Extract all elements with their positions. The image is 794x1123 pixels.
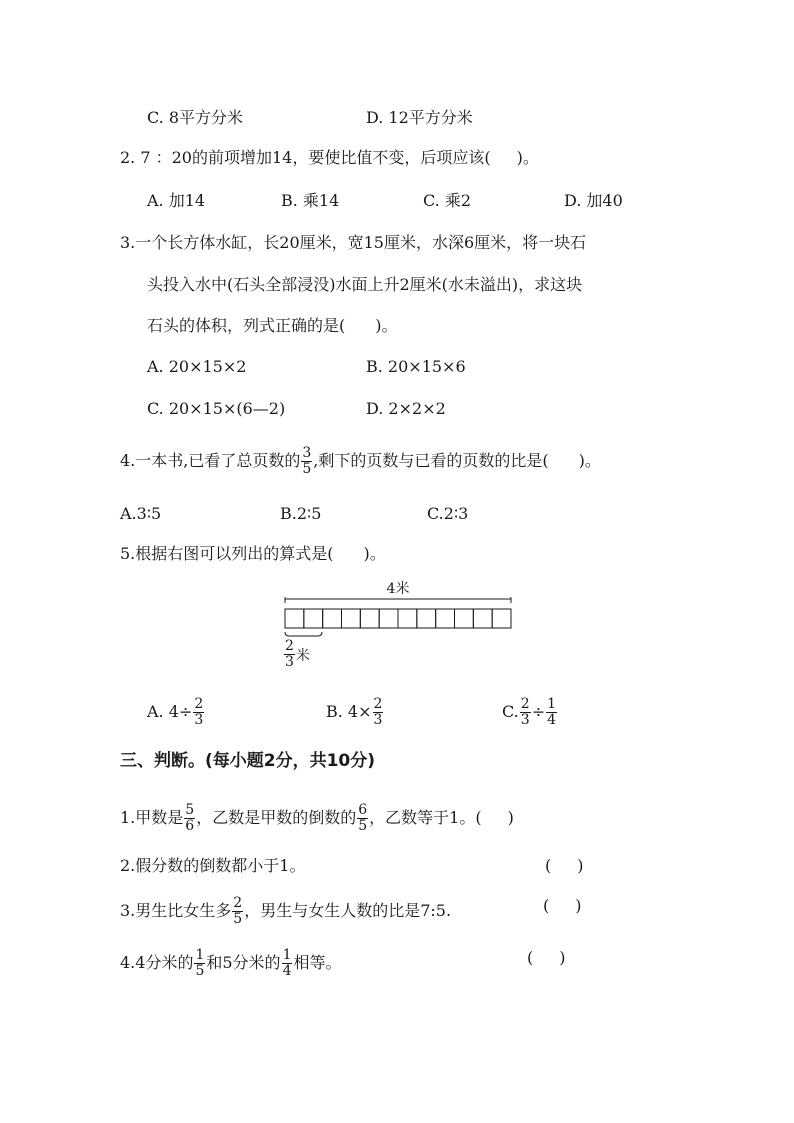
q5-option-b: B. 4× $\frac{2}{3}$	[326, 696, 383, 728]
segment-cell	[360, 609, 379, 628]
q3-stem-line1: 3.一个长方体水缸，长20厘米，宽15厘米，水深6厘米，将一块石	[120, 233, 587, 252]
q4-fraction: $\frac{3}{5}$	[302, 445, 312, 477]
q3-stem-line2: 头投入水中(石头全部浸没)水面上升2厘米(水未溢出)，求这块	[147, 275, 583, 294]
segment-cell	[285, 609, 304, 628]
judge-item-2: 2.假分数的倒数都小于1。	[120, 856, 306, 875]
segment-cell	[417, 609, 436, 628]
q5-option-c: C. $\frac{2}{3}$ ÷ $\frac{1}{4}$	[502, 696, 557, 728]
q4-option-b: B.2∶5	[280, 504, 322, 523]
section3-heading: 三、判断。(每小题2分，共10分)	[120, 751, 376, 771]
q3-option-c: C. 20×15×(6—2)	[147, 399, 286, 418]
part-length-label: $\frac{2}{3}$ 米	[285, 638, 310, 670]
segment-cell	[323, 609, 342, 628]
judge-item-2-paren: ( )	[545, 856, 584, 875]
part-brace	[285, 632, 322, 636]
segment-cell	[304, 609, 323, 628]
q5-option-a: A. 4÷ $\frac{2}{3}$	[147, 696, 204, 728]
judge-item-4-paren: ( )	[527, 948, 566, 967]
judge-item-3-paren: ( )	[543, 896, 582, 915]
q1-option-d: D. 12平方分米	[366, 108, 473, 127]
q2-option-d: D. 加40	[564, 191, 623, 210]
judge-item-1: 1.甲数是 $\frac{5}{6}$ ，乙数是甲数的倒数的 $\frac{6}{5}$ ，乙数等于1。( )	[120, 802, 514, 834]
q1-option-c: C. 8平方分米	[147, 108, 244, 127]
q3-option-d: D. 2×2×2	[366, 399, 446, 418]
q5-stem: 5.根据右图可以列出的算式是( )。	[120, 544, 386, 563]
q2-option-a: A. 加14	[147, 191, 206, 210]
segment-cell	[492, 609, 511, 628]
segment-diagram	[280, 576, 520, 682]
q2-stem: 2. 7 ：20的前项增加14，要使比值不变，后项应该( )。	[120, 148, 539, 167]
segment-cell	[436, 609, 455, 628]
judge-item-4: 4.4分米的 $\frac{1}{5}$ 和5分米的 $\frac{1}{4}$ 相等。	[120, 947, 342, 979]
judge-item-3: 3.男生比女生多 $\frac{2}{5}$ ，男生与女生人数的比是7:5.	[120, 895, 452, 927]
segment-cell	[473, 609, 492, 628]
q4-option-c: C.2∶3	[427, 504, 469, 523]
segment-cell	[398, 609, 417, 628]
segment-diagram-svg	[280, 576, 520, 678]
segment-cell	[379, 609, 398, 628]
segment-bar	[285, 609, 511, 628]
q3-option-b: B. 20×15×6	[366, 357, 466, 376]
segment-cell	[342, 609, 361, 628]
q3-stem-line3: 石头的体积，列式正确的是( )。	[147, 316, 398, 335]
q4-option-a: A.3∶5	[120, 504, 162, 523]
segment-cell	[455, 609, 474, 628]
total-length-label: 4米	[386, 581, 410, 597]
q2-option-c: C. 乘2	[423, 191, 472, 210]
q3-option-a: A. 20×15×2	[147, 357, 247, 376]
q2-option-b: B. 乘14	[281, 191, 340, 210]
q4-stem: 4.一本书,已看了总页数的 $\frac{3}{5}$ ,剩下的页数与已看的页数的比是( )。	[120, 445, 601, 477]
